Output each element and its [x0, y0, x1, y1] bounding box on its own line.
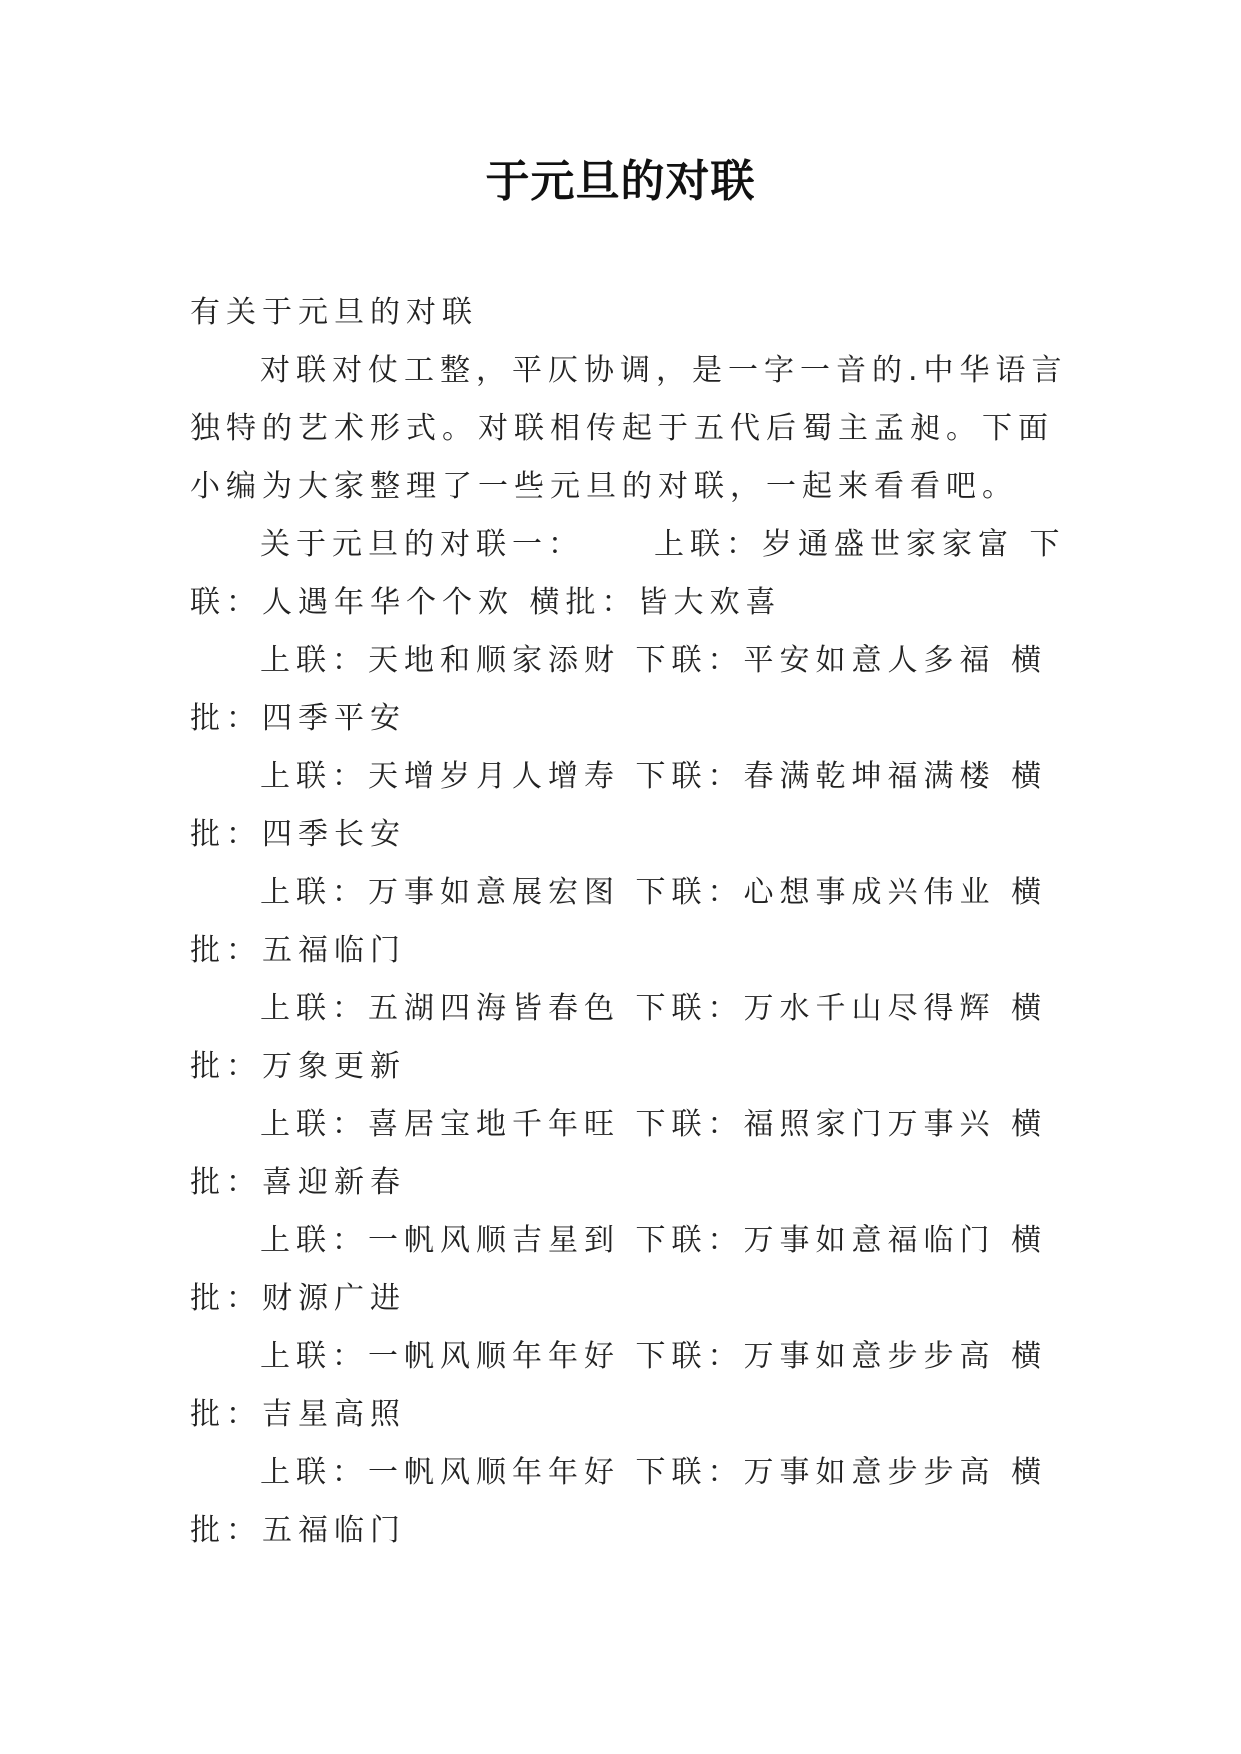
- subtitle-paragraph: 有关于元旦的对联: [190, 295, 478, 330]
- couplet-text-1: 上联：岁通盛世家家富 下联：人遇年华个个欢 横批：皆大欢喜: [190, 527, 1066, 620]
- document-body: [190, 284, 1070, 1560]
- couplet-paragraph-9: 上联：一帆风顺年年好 下联：万事如意步步高 横批：五福临门: [190, 1455, 1048, 1548]
- couplet-paragraph-8: 上联：一帆风顺年年好 下联：万事如意步步高 横批：吉星高照: [190, 1339, 1048, 1432]
- couplet-paragraph-2: 上联：天地和顺家添财 下联：平安如意人多福 横批：四季平安: [190, 643, 1048, 736]
- intro-paragraph: 对联对仗工整，平仄协调，是一字一音的.中华语言独特的艺术形式。对联相传起于五代后蜀主孟昶。下面小编为大家整理了一些元旦的对联，一起来看看吧。: [190, 353, 1068, 504]
- couplet-paragraph-6: 上联：喜居宝地千年旺 下联：福照家门万事兴 横批：喜迎新春: [190, 1107, 1048, 1200]
- couplet-paragraph-3: 上联：天增岁月人增寿 下联：春满乾坤福满楼 横批：四季长安: [190, 759, 1048, 852]
- couplet-paragraph-5: 上联：五湖四海皆春色 下联：万水千山尽得辉 横批：万象更新: [190, 991, 1048, 1084]
- section-heading: 关于元旦的对联一：: [260, 527, 584, 562]
- couplet-paragraph-1: [190, 516, 1070, 632]
- couplet-paragraph-4: 上联：万事如意展宏图 下联：心想事成兴伟业 横批：五福临门: [190, 875, 1048, 968]
- document-title: 于元旦的对联: [485, 156, 756, 207]
- couplet-paragraph-7: 上联：一帆风顺吉星到 下联：万事如意福临门 横批：财源广进: [190, 1223, 1048, 1316]
